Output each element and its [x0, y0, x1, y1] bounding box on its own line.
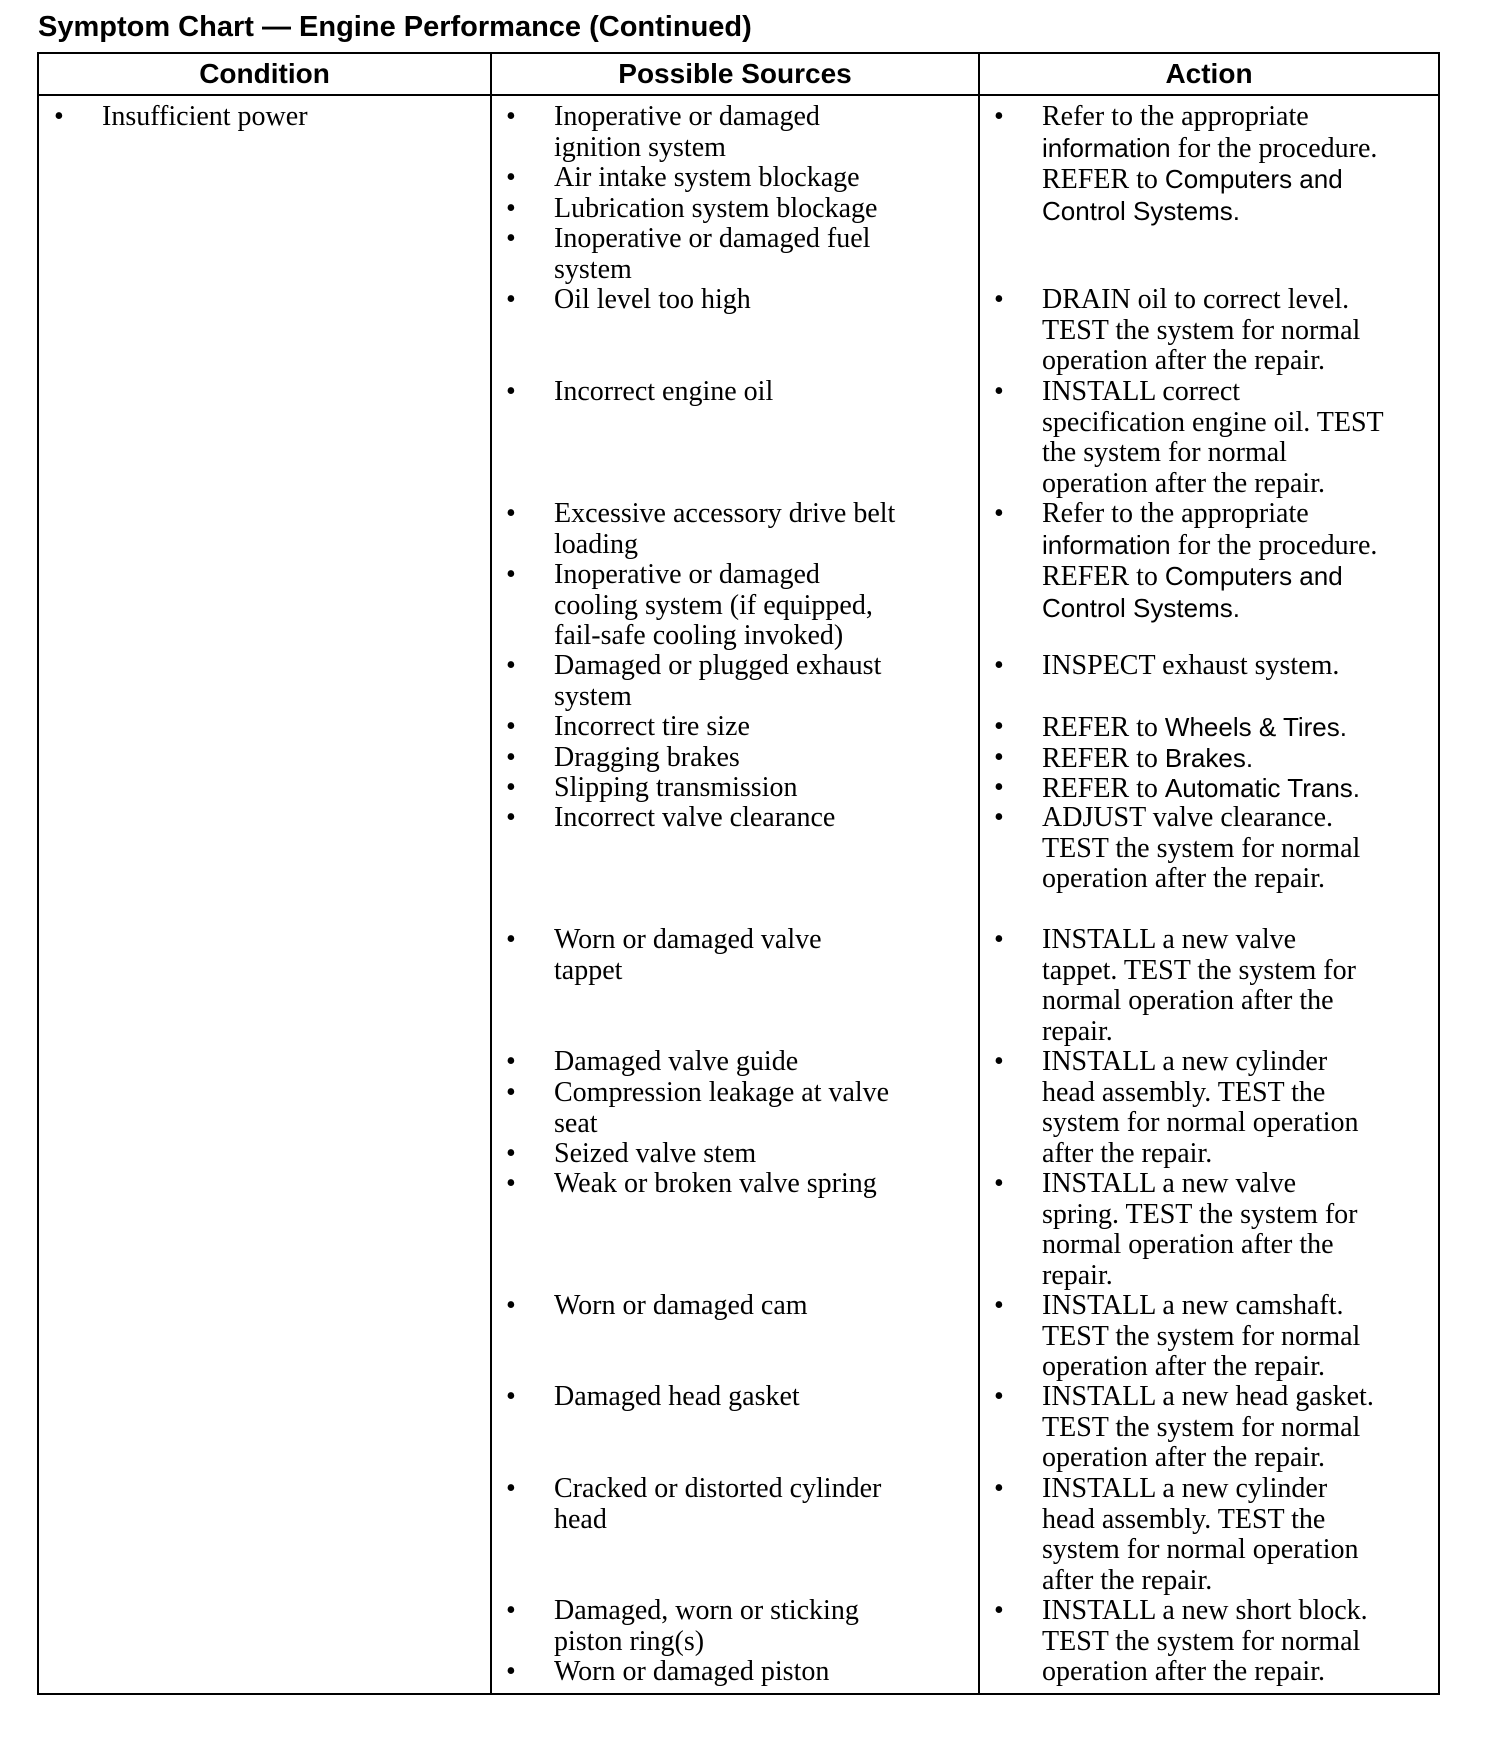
action-item — [994, 712, 1347, 744]
bullet: • — [506, 742, 516, 773]
source-item — [506, 651, 881, 712]
action-item — [994, 1596, 1368, 1688]
action-line: Refer to the appropriate — [1042, 101, 1309, 132]
source-line: Oil level too high — [554, 284, 751, 315]
action-line — [1042, 773, 1360, 805]
source-item — [506, 1474, 881, 1535]
action-item — [994, 803, 1360, 895]
action-line: repair. — [1042, 1259, 1113, 1291]
source-line: fail-safe cooling invoked) — [554, 620, 844, 651]
bullet: • — [994, 1473, 1004, 1504]
source-line: system — [554, 680, 632, 712]
source-line: Damaged valve guide — [554, 1046, 799, 1077]
bullet: • — [506, 1046, 516, 1077]
action-text: REFER to — [1042, 773, 1165, 804]
action-line: repair. — [1042, 1015, 1113, 1047]
bullet: • — [506, 498, 516, 529]
action-line: INSTALL a new valve — [1042, 924, 1297, 955]
source-line: tappet — [554, 954, 623, 986]
action-reference: Control Systems. — [1042, 592, 1240, 623]
source-item — [506, 1078, 889, 1139]
source-line: Lubrication system blockage — [554, 192, 878, 224]
source-line: Incorrect engine oil — [554, 376, 774, 407]
source-line: Air intake system blockage — [554, 162, 860, 193]
bullet: • — [506, 1381, 516, 1412]
action-reference: Automatic Trans. — [1164, 773, 1360, 803]
action-item — [994, 925, 1356, 1047]
action-reference: Brakes. — [1164, 743, 1254, 773]
source-item — [506, 1291, 808, 1322]
action-text: REFER to — [1042, 164, 1165, 195]
bullet: • — [506, 101, 516, 132]
action-line: INSTALL a new short block. — [1042, 1595, 1368, 1626]
bullet: • — [506, 559, 516, 590]
action-item — [994, 499, 1377, 623]
source-line: Damaged head gasket — [554, 1381, 800, 1412]
source-line: Worn or damaged valve — [554, 924, 822, 955]
source-line: Worn or damaged cam — [554, 1290, 808, 1321]
source-line: head — [554, 1503, 607, 1535]
action-line — [1042, 712, 1347, 744]
source-item — [506, 499, 895, 560]
action-line: DRAIN oil to correct level. — [1042, 284, 1350, 315]
action-line: INSTALL a new camshaft. — [1042, 1290, 1344, 1321]
action-line: INSTALL a new cylinder — [1042, 1473, 1328, 1504]
action-item — [994, 1474, 1358, 1596]
source-line: Damaged, worn or sticking — [554, 1595, 859, 1626]
column-header-condition: Condition — [199, 58, 330, 89]
action-item — [994, 773, 1360, 805]
column-divider — [490, 54, 492, 1693]
source-item — [506, 743, 740, 774]
action-line: Refer to the appropriate — [1042, 498, 1309, 529]
action-line: TEST the system for normal — [1042, 1320, 1361, 1352]
action-item — [994, 285, 1360, 377]
action-line: operation after the repair. — [1042, 863, 1325, 894]
header-rule — [39, 94, 1438, 96]
bullet: • — [994, 1381, 1004, 1412]
action-line: TEST the system for normal — [1042, 1411, 1361, 1443]
action-text: for the procedure. — [1170, 132, 1378, 164]
bullet: • — [506, 192, 516, 224]
symptom-chart-table — [37, 52, 1440, 1695]
source-item — [506, 1596, 859, 1657]
action-line: after the repair. — [1042, 1137, 1213, 1169]
bullet: • — [54, 101, 64, 132]
bullet: • — [994, 711, 1004, 742]
action-reference: Computers and — [1164, 561, 1343, 591]
action-line: after the repair. — [1042, 1564, 1213, 1596]
column-header-possible-sources: Possible Sources — [618, 58, 852, 89]
action-item — [994, 743, 1253, 775]
condition-item — [54, 102, 308, 133]
bullet: • — [994, 650, 1004, 681]
source-item — [506, 1169, 877, 1200]
bullet: • — [994, 376, 1004, 407]
source-item — [506, 1047, 798, 1078]
source-line: Slipping transmission — [554, 772, 798, 803]
source-item — [506, 925, 822, 986]
action-line — [1042, 530, 1377, 562]
action-text: REFER to — [1042, 561, 1165, 592]
action-reference: information — [1042, 132, 1171, 163]
action-item — [994, 1382, 1374, 1474]
action-line: specification engine oil. TEST — [1042, 406, 1384, 438]
source-line: Seized valve stem — [554, 1138, 757, 1169]
source-line: cooling system (if equipped, — [554, 589, 873, 621]
bullet: • — [506, 1290, 516, 1321]
action-reference: Control Systems. — [1042, 195, 1240, 226]
bullet: • — [506, 223, 516, 254]
source-line: Incorrect tire size — [554, 711, 750, 742]
action-line: system for normal operation — [1042, 1107, 1359, 1138]
source-line: Cracked or distorted cylinder — [554, 1473, 882, 1504]
source-item — [506, 285, 751, 316]
bullet: • — [994, 742, 1004, 773]
bullet: • — [994, 1168, 1004, 1199]
action-line: the system for normal — [1042, 437, 1287, 468]
action-line: operation after the repair. — [1042, 1656, 1325, 1687]
action-line — [1042, 164, 1377, 196]
source-line: Inoperative or damaged fuel — [554, 223, 871, 254]
action-line — [1042, 743, 1253, 775]
bullet: • — [994, 284, 1004, 315]
source-line: Worn or damaged piston — [554, 1656, 830, 1687]
source-item — [506, 194, 877, 225]
action-reference: Wheels & Tires. — [1164, 712, 1347, 742]
source-line: Excessive accessory drive belt — [554, 498, 896, 529]
action-line: normal operation after the — [1042, 1229, 1334, 1260]
source-line: piston ring(s) — [554, 1625, 705, 1657]
bullet: • — [994, 1595, 1004, 1626]
bullet: • — [506, 802, 516, 833]
action-line: ADJUST valve clearance. — [1042, 802, 1334, 833]
action-line: operation after the repair. — [1042, 345, 1325, 376]
source-item — [506, 560, 873, 652]
bullet: • — [994, 802, 1004, 833]
action-reference: Computers and — [1164, 164, 1343, 194]
column-divider — [978, 54, 980, 1693]
action-line: operation after the repair. — [1042, 467, 1325, 499]
action-line — [1042, 561, 1377, 593]
action-line: head assembly. TEST the — [1042, 1076, 1326, 1108]
bullet: • — [506, 1473, 516, 1504]
source-item — [506, 1139, 756, 1170]
source-item — [506, 773, 797, 804]
bullet: • — [994, 772, 1004, 803]
source-line: Weak or broken valve spring — [554, 1168, 877, 1199]
bullet: • — [994, 924, 1004, 955]
source-item — [506, 224, 870, 285]
action-line: operation after the repair. — [1042, 1442, 1325, 1473]
action-line: TEST the system for normal — [1042, 1625, 1361, 1657]
bullet: • — [506, 1168, 516, 1199]
bullet: • — [506, 1077, 516, 1108]
action-line: INSTALL a new head gasket. — [1042, 1381, 1374, 1412]
bullet: • — [506, 376, 516, 407]
source-item — [506, 803, 835, 834]
action-reference: information — [1042, 529, 1171, 560]
column-header-action: Action — [1165, 58, 1253, 89]
bullet: • — [506, 650, 516, 681]
action-text: for the procedure. — [1170, 529, 1378, 561]
source-item — [506, 102, 820, 163]
action-line: normal operation after the — [1042, 985, 1334, 1016]
bullet: • — [994, 1290, 1004, 1321]
bullet: • — [506, 284, 516, 315]
bullet: • — [506, 924, 516, 955]
source-item — [506, 1657, 829, 1688]
action-item — [994, 1169, 1358, 1291]
bullet: • — [506, 711, 516, 742]
action-line: INSTALL correct — [1042, 376, 1241, 407]
action-line: INSTALL a new valve — [1042, 1168, 1297, 1199]
action-line: system for normal operation — [1042, 1534, 1359, 1565]
action-line: spring. TEST the system for — [1042, 1198, 1358, 1230]
bullet: • — [506, 1595, 516, 1626]
action-item — [994, 1291, 1360, 1383]
source-item — [506, 712, 750, 743]
page-title: Symptom Chart — Engine Performance (Continued) — [38, 11, 752, 43]
action-item — [994, 651, 1339, 682]
source-line: Dragging brakes — [554, 742, 740, 773]
source-line: Inoperative or damaged — [554, 101, 820, 132]
condition-text: Insufficient power — [102, 101, 308, 132]
action-line: INSTALL a new cylinder — [1042, 1046, 1328, 1077]
action-text: REFER to — [1042, 743, 1165, 774]
action-line — [1042, 133, 1377, 165]
action-item — [994, 102, 1377, 226]
source-line: system — [554, 253, 632, 285]
action-item — [994, 1047, 1358, 1169]
source-item — [506, 377, 773, 408]
bullet: • — [506, 162, 516, 193]
source-item — [506, 1382, 800, 1413]
bullet: • — [994, 1046, 1004, 1077]
action-line: operation after the repair. — [1042, 1351, 1325, 1382]
source-line: seat — [554, 1107, 598, 1139]
source-line: Incorrect valve clearance — [554, 802, 836, 833]
bullet: • — [506, 1656, 516, 1687]
source-line: Inoperative or damaged — [554, 559, 820, 590]
source-line: ignition system — [554, 131, 726, 163]
source-line: Compression leakage at valve — [554, 1077, 890, 1108]
action-line: TEST the system for normal — [1042, 832, 1361, 864]
source-line: Damaged or plugged exhaust — [554, 650, 882, 681]
action-line: tappet. TEST the system for — [1042, 954, 1356, 986]
bullet: • — [506, 772, 516, 803]
source-line: loading — [554, 528, 638, 560]
action-line: INSPECT exhaust system. — [1042, 650, 1340, 681]
source-item — [506, 163, 860, 194]
action-text: REFER to — [1042, 712, 1165, 743]
bullet: • — [994, 101, 1004, 132]
bullet: • — [506, 1138, 516, 1169]
action-line: head assembly. TEST the — [1042, 1503, 1326, 1535]
bullet: • — [994, 498, 1004, 529]
action-item — [994, 377, 1384, 499]
action-line: TEST the system for normal — [1042, 314, 1361, 346]
